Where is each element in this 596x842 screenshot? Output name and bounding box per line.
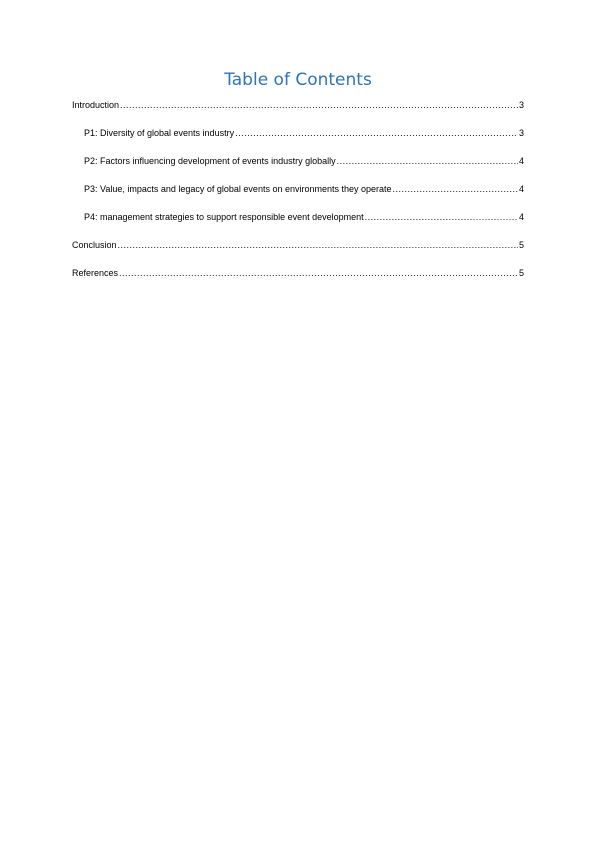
toc-dot-leader xyxy=(235,126,518,140)
toc-page-number: 3 xyxy=(518,128,524,138)
toc-entry-label: P1: Diversity of global events industry xyxy=(84,128,235,138)
toc-entry-label: P3: Value, impacts and legacy of global events on environments they operate xyxy=(84,184,392,194)
toc-page-number: 4 xyxy=(518,212,524,222)
toc-entry-label: References xyxy=(72,268,119,278)
toc-dot-leader xyxy=(120,98,518,112)
toc-dot-leader xyxy=(337,154,518,168)
toc-entry-label: Conclusion xyxy=(72,240,117,250)
toc-dot-leader xyxy=(118,238,518,252)
toc-entry-label: Introduction xyxy=(72,100,120,110)
toc-entry-p1[interactable] xyxy=(84,126,524,140)
toc-entry-p4[interactable] xyxy=(84,210,524,224)
toc-entry-introduction[interactable] xyxy=(72,98,524,112)
toc-entry-p2[interactable] xyxy=(84,154,524,168)
toc-dot-leader xyxy=(365,210,518,224)
toc-page-number: 4 xyxy=(518,184,524,194)
toc-page-number: 5 xyxy=(518,268,524,278)
toc-entry-conclusion[interactable] xyxy=(72,238,524,252)
toc-title: Table of Contents xyxy=(224,70,372,90)
toc-dot-leader xyxy=(393,182,518,196)
toc-page-number: 3 xyxy=(518,100,524,110)
toc-entry-label: P4: management strategies to support responsible event development xyxy=(84,212,364,222)
toc-page-number: 5 xyxy=(518,240,524,250)
toc-page-number: 4 xyxy=(518,156,524,166)
toc-entry-label: P2: Factors influencing development of events industry globally xyxy=(84,156,336,166)
toc-dot-leader xyxy=(119,266,518,280)
toc-entry-p3[interactable] xyxy=(84,182,524,196)
toc-entry-references[interactable] xyxy=(72,266,524,280)
